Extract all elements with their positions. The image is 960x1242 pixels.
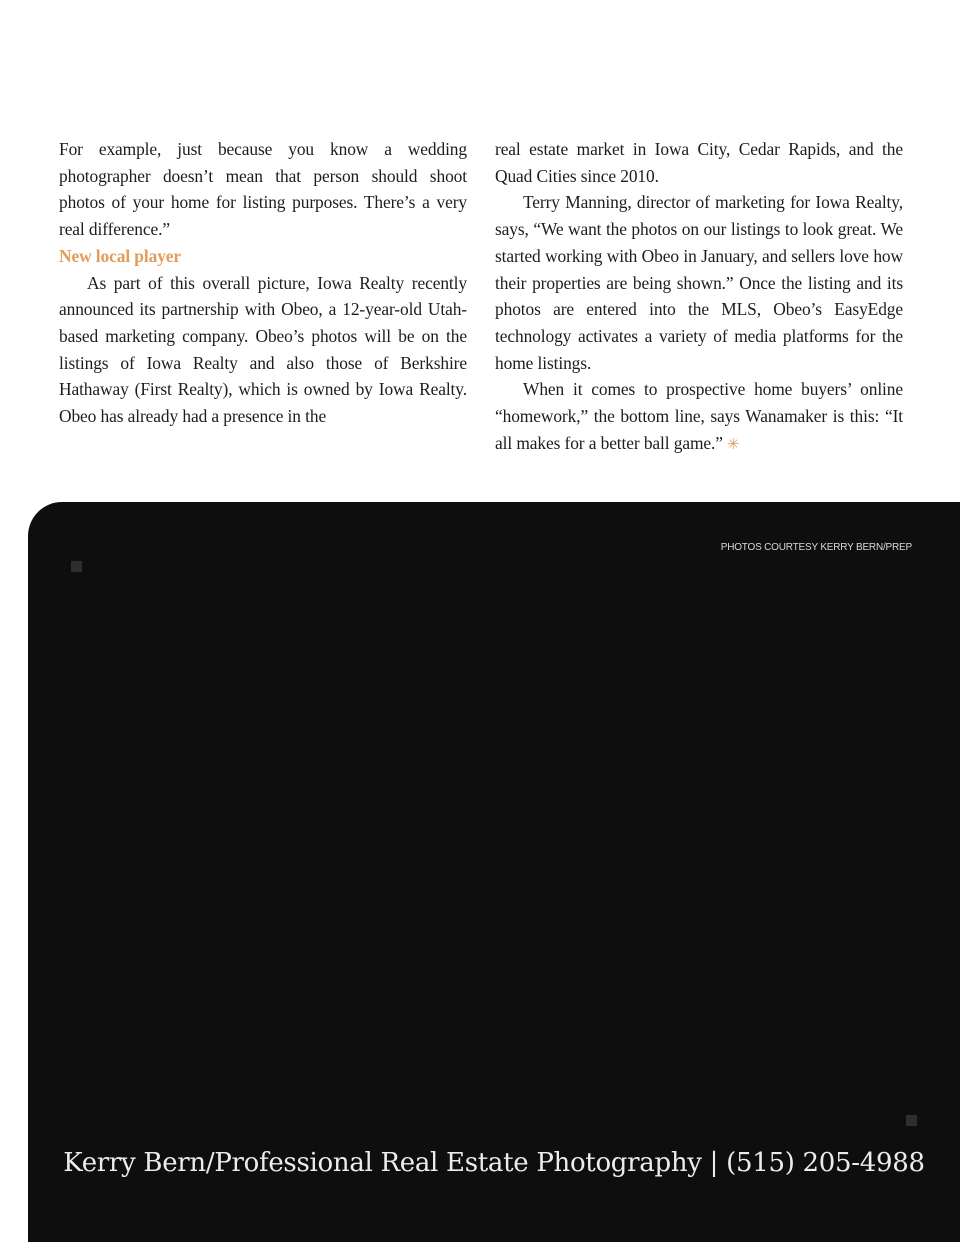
separator: | xyxy=(709,1148,719,1178)
paragraph-final xyxy=(495,376,903,457)
advertisement-panel xyxy=(28,502,960,1242)
advertiser-line xyxy=(28,1148,960,1178)
corner-square-icon xyxy=(71,561,82,572)
article-right-column xyxy=(495,136,903,457)
paragraph: Terry Manning, director of marketing for Iowa Realty, says, “We want the photos on our listings to look great. We started working with Obeo in January, and sellers love how their properties are being shown.” Once the listing and its photos are entered into the MLS, Obeo’s EasyEdge technology activates a variety of media platforms for the home listings. xyxy=(495,192,903,373)
paragraph: For example, just because you know a wedding photographer doesn’t mean that person should shoot photos of your home for listing purposes. There’s a very real difference.” xyxy=(59,139,467,240)
paragraph-final-text: When it comes to prospective home buyers’ online “homework,” the bottom line, says Wanamaker is this: “It all makes for a better ball game.” xyxy=(495,379,903,453)
corner-square-icon xyxy=(906,1115,917,1126)
advertiser-phone: (515) 205-4988 xyxy=(726,1148,925,1178)
photo-credit: PHOTOS COURTESY KERRY BERN/PREP xyxy=(720,542,912,553)
article-left-column xyxy=(59,136,467,430)
advertiser-name: Kerry Bern/Professional Real Estate Photography xyxy=(63,1148,702,1178)
paragraph: real estate market in Iowa City, Cedar Rapids, and the Quad Cities since 2010. xyxy=(495,139,903,186)
section-subhead: New local player xyxy=(59,245,182,266)
end-mark-icon: ✳ xyxy=(726,434,740,453)
paragraph: As part of this overall picture, Iowa Realty recently announced its partnership with Obeo, a 12-year-old Utah-based marketing company. Obeo’s photos will be on the listings of Iowa Realty and also those of Berkshire Hathaway (First Realty), which is owned by Iowa Realty. Obeo has already had a presence in the xyxy=(59,272,467,427)
